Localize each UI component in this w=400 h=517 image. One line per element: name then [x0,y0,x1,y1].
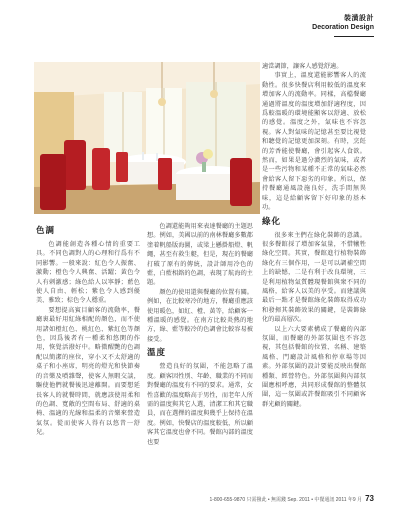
heading-greenery: 綠化 [262,216,282,227]
paragraph: 色調能創造各種心情的重要工具。不同色調對人的心理和行爲有不同影響。一般來說：紅色令人振奮、激動；橙色令人興奮、活躍；黃色令人有刺激感；綠色給人以寧靜；藍色使人自由、輕松；紫色令人感到優美、雅致；棕色令人穩重。 [36,241,140,305]
heading-color-tone: 色調 [36,226,56,236]
paragraph: 營造良好的氛圍，不能忽略了溫度。顧客因性別、年齡、職業的不同而對餐廳的溫度有不同的要求。通常，女性喜歡的溫度略高于男性，而老年人所需的溫度與其它人選，清潔工和其它職員，而在選擇的溫度與幾乎上保持在溫度。例如，快餐店的溫度較低，所以顧客其它溫度也會不同。餐館內部的溫度也要 [147,363,253,446]
paragraph: 要想提高賓目顧客的流動率，餐廳裏最好用紅綠相配的顏色，而不使用諸如橙紅色、桃紅色、紫紅色等顏色，因爲後者有一種柔和悠閑的作用，恢覺活潑好中。略微醒艷的色調配以簡潔的座位，穿小又不太舒適的桌子和小座席，明亮的燈光和快節奏的音樂及噴雜聲，使客人無暇交談，驅使他們就餐後迅速離開。而要想延長客人的就餐時間，就應該使用柔和的色調、寬敞的空間布局、舒適的桌椅、溫適的光線和温柔的音樂來營造氣氛。從而使客人得有以悠昔一舒兒。 [36,306,140,437]
text-column-3 [262,62,366,409]
paragraph: 適當調節，讓客人感覺舒適。 [262,63,343,70]
page-footer [210,494,374,503]
section-header [312,14,374,32]
paragraph: 很多來主們在綠化裝飾的意識。很多餐館採了增加客氣量，不惜犧牲綠化空間。其實，餐館進行植物裝飾綠化有三個作用，一是可以調補空間上的缺憾，二是有利于改良環境，三是利用植物氣質體現餐館與衆不同的風格，給客人以美的享受。而建議與最后一點才是餐館綠化裝飾取得成功和發揮其裝飾效果的關鍵，是裝飾綠化的最高層次。 [262,231,366,324]
restaurant-photo [34,62,260,214]
paragraph: 以上六大要素構成了餐廳的內部氛圍，而餐廳的外部氛圍也不容忽視，其包括餐館的位置、名稱、建築風格、門廳設計風格和停車場等因素。外部氛圍的設計要能反映出餐館種類、經營特色。外部氛圍與內部氛圍應相呼應，共同形成餐館的整體氛圍，這一氛圍或許餐館吸引不同顧客群光顧的關鍵。 [262,325,366,408]
heading-temperature: 溫度 [147,348,167,359]
text-column-1 [36,222,140,438]
text-column-2 [147,222,253,447]
section-title-zh: 裝潢設計 [344,14,374,22]
footer-text: 1-800-655-9870 只需撥此 • 無需錢 Sep. 2011 • 中餐通訊 2011 年9 月 [209,497,363,503]
paragraph: 事實上，溫度還能影響客人的流動性。很多快餐店利用較低的溫度來增加客人的流動率。同樣，高檔餐廳通過將溫度的溫度增加舒適程度，因爲較溫暖的環境能顯客以舒適、放松的感覺。溫度之外，氣味也不容忽視。客人對氣味的記憶甚至要比視覺和聽覺的記憶更加深刻。有時，烹飪的芳香能使餐廳，會引起客人食欲。然而，如果是過分濃烈的氣味，或者是一些污物和某種不正常的氣味必然會給客人留下惡劣的印象。所以，保持餐廳通風設施良好，洗手間無異味，這是給顧客留下好印象的基本功。 [262,72,366,212]
page-number: 73 [365,494,374,503]
paragraph: 色調還能夠用來表達餐廳的主題思想。例如，美國以前的南林餐廳多數都塗着帆船版海圖，或梁上懸掛船燈、帆繩，甚至有救生艇，但是，現在的餐廳打破了原有的傳統，設計師用冷色的藍，白藍相鉻的色調，表現了航海的主題。 [147,223,253,287]
paragraph: 顏色的使用還與餐廳的位置有關。例如，在比較寒冷的地方，餐廳重應該使用暖色，如紅、橙、黃等，給顧客一種溫暖的感覺。在南方比較炎熱的地方，綠、藍等較冷的色調會比較容易被接受。 [147,288,253,343]
header-rule [334,36,374,37]
section-title-en: Decoration Design [312,24,374,31]
